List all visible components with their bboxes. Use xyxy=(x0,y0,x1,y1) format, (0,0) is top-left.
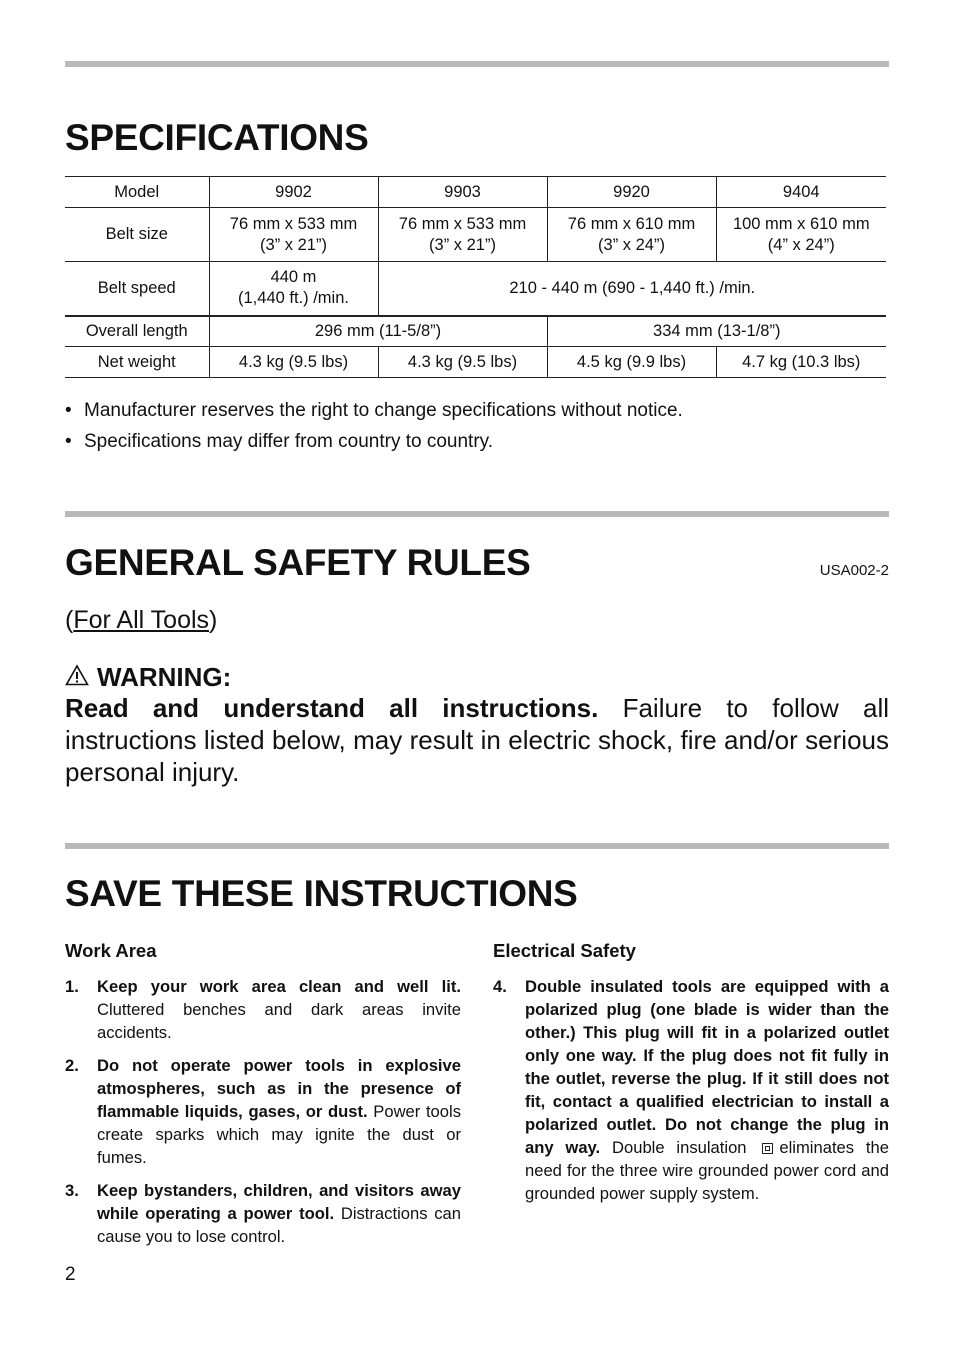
table-cell: 4.7 kg (10.3 lbs) xyxy=(742,352,861,371)
table-cell: 9902 xyxy=(209,177,378,208)
section-divider xyxy=(65,843,889,849)
list-item: 2. Do not operate power tools in explosive atmospheres, such as in the presence of flammable liquids, gases, or dust. Power tools create sparks which may ignite the dust or fumes. xyxy=(65,1056,461,1167)
table-cell: 4.5 kg (9.9 lbs) xyxy=(547,347,716,378)
table-cell: 9903 xyxy=(378,177,547,208)
table-cell: 334 mm (13-1/8”) xyxy=(653,321,781,340)
row-header: Overall length xyxy=(65,316,209,347)
list-item: 4. Double insulated tools are equipped with a polarized plug (one blade is wider than the other.) This plug will fit in a polarized outlet only one way. If the plug does not fit fully in the outlet, reverse the plug. If it still does not fit, contact a qualified electrician to install a polarized outlet. Do not change the plug in any way. Double insulation eliminates the need for the three wire grounded power cord and grounded power supply system. xyxy=(493,977,889,1203)
section-divider xyxy=(65,61,889,67)
specifications-title: SPECIFICATIONS xyxy=(65,117,369,158)
table-cell: 100 mm x 610 mm (4” x 24”) xyxy=(732,214,870,254)
table-cell: 4.3 kg (9.5 lbs) xyxy=(209,347,378,378)
table-row xyxy=(65,262,886,316)
row-header: Belt speed xyxy=(65,262,209,316)
electrical-safety-heading: Electrical Safety xyxy=(493,940,636,961)
table-cell: 4.3 kg (9.5 lbs) xyxy=(378,347,547,378)
table-row xyxy=(65,177,886,208)
table-row xyxy=(65,316,886,347)
double-insulation-icon xyxy=(762,1143,773,1154)
general-safety-title: GENERAL SAFETY RULES xyxy=(65,542,531,583)
table-cell: 210 - 440 m (690 - 1,440 ft.) /min. xyxy=(509,278,756,297)
warning-heading: WARNING: xyxy=(65,662,231,693)
specification-notes xyxy=(65,400,683,462)
warning-text: Read and understand all instructions. Failure to follow all instructions listed below, may result in electric shock, fire and/or serious personal injury. xyxy=(65,693,889,787)
section-divider xyxy=(65,511,889,517)
table-row xyxy=(65,208,886,262)
list-item: • Specifications may differ from country to country. xyxy=(65,431,683,453)
specifications-table xyxy=(65,176,886,378)
table-cell: 296 mm (11-5/8”) xyxy=(209,316,547,347)
safety-subtitle: (For All Tools) xyxy=(65,606,218,634)
list-item: • Manufacturer reserves the right to change specifications without notice. xyxy=(65,400,683,422)
table-cell: 9920 xyxy=(547,177,716,208)
page-number: 2 xyxy=(65,1264,76,1285)
table-cell: 76 mm x 533 mm (3” x 21”) xyxy=(378,208,547,262)
warning-triangle-icon xyxy=(65,662,89,693)
table-cell: 76 mm x 533 mm (3” x 21”) xyxy=(209,208,378,262)
table-cell: 440 m (1,440 ft.) /min. xyxy=(209,262,378,316)
row-header: Net weight xyxy=(65,347,209,378)
list-item: 3. Keep bystanders, children, and visitors away while operating a power tool. Distractions can cause you to lose control. xyxy=(65,1181,461,1246)
table-row xyxy=(65,347,886,378)
table-cell: 9404 xyxy=(782,182,820,201)
save-instructions-title: SAVE THESE INSTRUCTIONS xyxy=(65,873,578,914)
row-header: Model xyxy=(65,177,209,208)
list-item: 1. Keep your work area clean and well lit. Cluttered benches and dark areas invite accidents. xyxy=(65,977,461,1042)
row-header: Belt size xyxy=(65,208,209,262)
table-cell: 76 mm x 610 mm (3” x 24”) xyxy=(547,208,716,262)
work-area-heading: Work Area xyxy=(65,940,157,961)
document-code: USA002-2 xyxy=(819,562,889,579)
